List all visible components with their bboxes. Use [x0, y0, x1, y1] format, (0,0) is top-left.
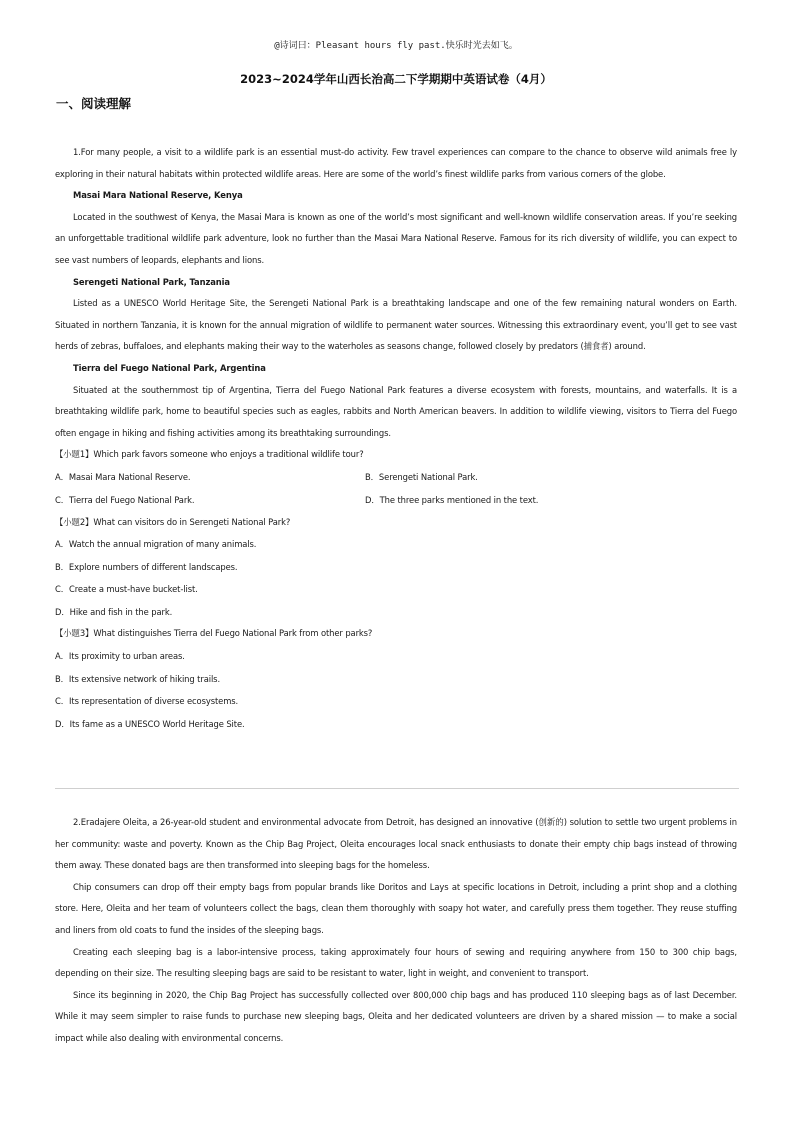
question-3-option-d[interactable]: D．Its fame as a UNESCO World Heritage Site. — [55, 718, 245, 729]
passage-2-paragraph-2: Chip consumers can drop off their empty bags from popular brands like Doritos and Lays at specific locations in Detroit, including a print shop and a clothing store. Here, Oleita and her team of volunteers collect the bags, clean them thoroughly with soapy hot water, and carefully press them together. They reuse stuffing and liners from old coats to fund the insides of the sleeping bags. — [55, 881, 737, 935]
park-3-name: Tierra del Fuego National Park, Argentina — [73, 362, 266, 373]
passage-divider — [55, 788, 739, 789]
passage-1-intro: 1.For many people, a visit to a wildlife park is an essential must-do activity. Few travel experiences can compare to the chance to observe wild animals free ly exploring in their natural habitats within protected wildlife areas. Here are some of the world’s finest wildlife parks from various corners of the globe. — [55, 147, 737, 179]
page-title: 2023~2024学年山西长治高二下学期期中英语试卷（4月） — [240, 72, 552, 86]
question-1-options-row-2 — [55, 489, 737, 512]
question-1-option-a[interactable]: A．Masai Mara National Reserve. — [55, 471, 191, 482]
question-1-stem: 【小题1】Which park favors someone who enjoys a traditional wildlife tour? — [55, 449, 364, 460]
passage-1 — [55, 142, 737, 735]
question-3-stem: 【小题3】What distinguishes Tierra del Fuego National Park from other parks? — [55, 628, 373, 639]
park-1-text: Located in the southwest of Kenya, the Masai Mara is known as one of the world’s most significant and well-known wildlife conservation areas. If you’re seeking an unforgettable traditional wildlife park adventure, look no further than the Masai Mara National Reserve. Famous for its rich diversity of wildlife, you can expect to see vast numbers of leopards, elephants and lions. — [55, 211, 737, 265]
question-3-option-b[interactable]: B．Its extensive network of hiking trails. — [55, 673, 221, 684]
question-1-option-c[interactable]: C．Tierra del Fuego National Park. — [55, 494, 195, 505]
park-2-name: Serengeti National Park, Tanzania — [73, 276, 230, 287]
passage-2 — [55, 812, 737, 1050]
question-1-option-b[interactable]: B．Serengeti National Park. — [365, 471, 478, 482]
header-motto: @诗词曰：Pleasant hours fly past.快乐时光去如飞。 — [274, 41, 518, 51]
park-1-name: Masai Mara National Reserve, Kenya — [73, 190, 243, 201]
question-2-option-b[interactable]: B．Explore numbers of different landscapes. — [55, 561, 238, 572]
passage-2-paragraph-3: Creating each sleeping bag is a labor-intensive process, taking approximately four hours of sewing and requiring anywhere from 150 to 300 chip bags, depending on their size. The resulting sleeping bags are said to be resistant to water, light in weight, and convenient to transport. — [55, 946, 737, 979]
question-2-option-a[interactable]: A．Watch the annual migration of many animals. — [55, 539, 257, 550]
question-1-option-d[interactable]: D．The three parks mentioned in the text. — [365, 494, 539, 505]
question-1-options-row-1 — [55, 466, 737, 489]
question-3-option-a[interactable]: A．Its proximity to urban areas. — [55, 651, 185, 662]
passage-2-paragraph-4: Since its beginning in 2020, the Chip Bag Project has successfully collected over 800,000 chip bags and has produced 110 sleeping bags as of last December. While it may seem simpler to raise funds to purchase new sleeping bags, Oleita and her dedicated volunteers are driven by a shared mission — to make a social impact while also dealing with environmental concerns. — [55, 989, 737, 1043]
park-3-text: Situated at the southernmost tip of Argentina, Tierra del Fuego National Park features a diverse ecosystem with forests, mountains, and waterfalls. It is a breathtaking wildlife park, home to beautiful species such as eagles, rabbits and North American beavers. In addition to wildlife viewing, visitors to Tierra del Fuego often engage in hiking and fishing activities among its breathtaking surroundings. — [55, 384, 737, 438]
question-2-option-c[interactable]: C．Create a must-have bucket-list. — [55, 584, 198, 595]
passage-2-paragraph-1: 2.Eradajere Oleita, a 26-year-old student and environmental advocate from Detroit, has designed an innovative (创新的) solution to settle two urgent problems in her community: waste and poverty. Known as the Chip Bag Project, Oleita encourages local snack enthusiasts to donate their empty chip bags instead of throwing them away. These donated bags are then transformed into sleeping bags for the homeless. — [55, 817, 737, 871]
park-2-text: Listed as a UNESCO World Heritage Site, the Serengeti National Park is a breathtaking landscape and one of the few remaining natural wonders on Earth. Situated in northern Tanzania, it is known for the annual migration of wildlife to permanent water sources. Witnessing this extraordinary event, you’ll get to see vast herds of zebras, buffaloes, and elephants making their way to the waterholes as seasons change, followed closely by predators (捕食者) around. — [55, 298, 737, 352]
question-2-stem: 【小题2】What can visitors do in Serengeti National Park? — [55, 516, 291, 527]
question-2-option-d[interactable]: D．Hike and fish in the park. — [55, 606, 173, 617]
section-heading: 一、阅读理解 — [56, 96, 132, 111]
question-3-option-c[interactable]: C．Its representation of diverse ecosystems. — [55, 696, 239, 707]
